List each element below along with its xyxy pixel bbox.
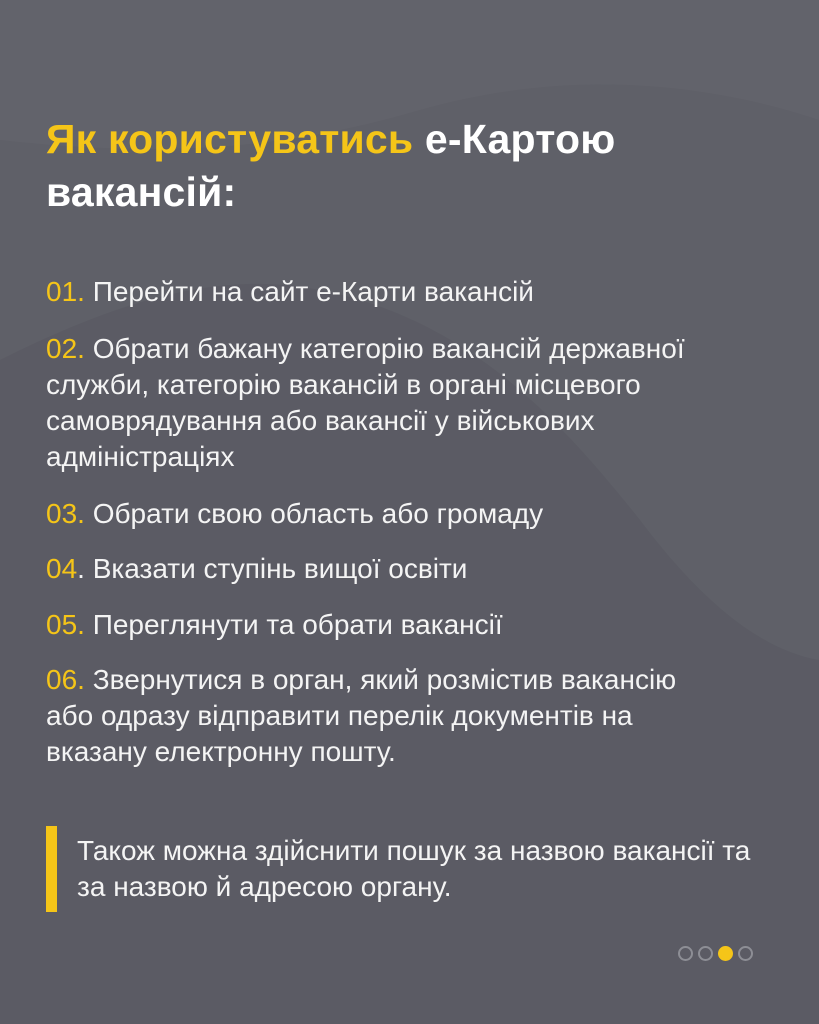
step-text: Обрати свою область або громаду: [84, 498, 544, 529]
step-text: Обрати бажану категорію вакансій державної служби, категорію вакансій в органі місцевого самоврядування або вакансії у військових адміністраціях: [46, 333, 685, 472]
step-number: 02.: [46, 333, 85, 364]
title-rest-line2: вакансій:: [46, 169, 237, 215]
step-text: Перейти на сайт е-Карти вакансій: [84, 276, 534, 307]
page-title: [46, 113, 615, 219]
step-number: 05.: [46, 609, 85, 640]
step-number: 04: [46, 553, 78, 584]
step-item: [46, 662, 726, 770]
step-item: [46, 607, 503, 643]
title-highlight: Як користуватись: [46, 116, 414, 162]
step-number: 06.: [46, 664, 85, 695]
step-item: [46, 496, 543, 532]
step-text: . Вказати ступінь вищої освіти: [77, 553, 468, 584]
step-text: Переглянути та обрати вакансії: [84, 609, 503, 640]
pager-dot[interactable]: [698, 946, 713, 961]
step-text: Звернутися в орган, який розмістив вакансію або одразу відправити перелік документів на вказану електронну пошту.: [46, 664, 677, 767]
pager-dot[interactable]: [678, 946, 693, 961]
step-number: 03.: [46, 498, 85, 529]
step-item: [46, 331, 686, 475]
title-rest-line1: е-Картою: [413, 116, 616, 162]
carousel-pager: [678, 946, 753, 961]
pager-dot-active[interactable]: [718, 946, 733, 961]
step-number: 01.: [46, 276, 85, 307]
note-accent-bar: [46, 826, 57, 912]
step-item: [46, 274, 534, 310]
pager-dot[interactable]: [738, 946, 753, 961]
step-item: [46, 551, 467, 587]
note-text: Також можна здійснити пошук за назвою вакансії та за назвою й адресою органу.: [77, 835, 751, 902]
